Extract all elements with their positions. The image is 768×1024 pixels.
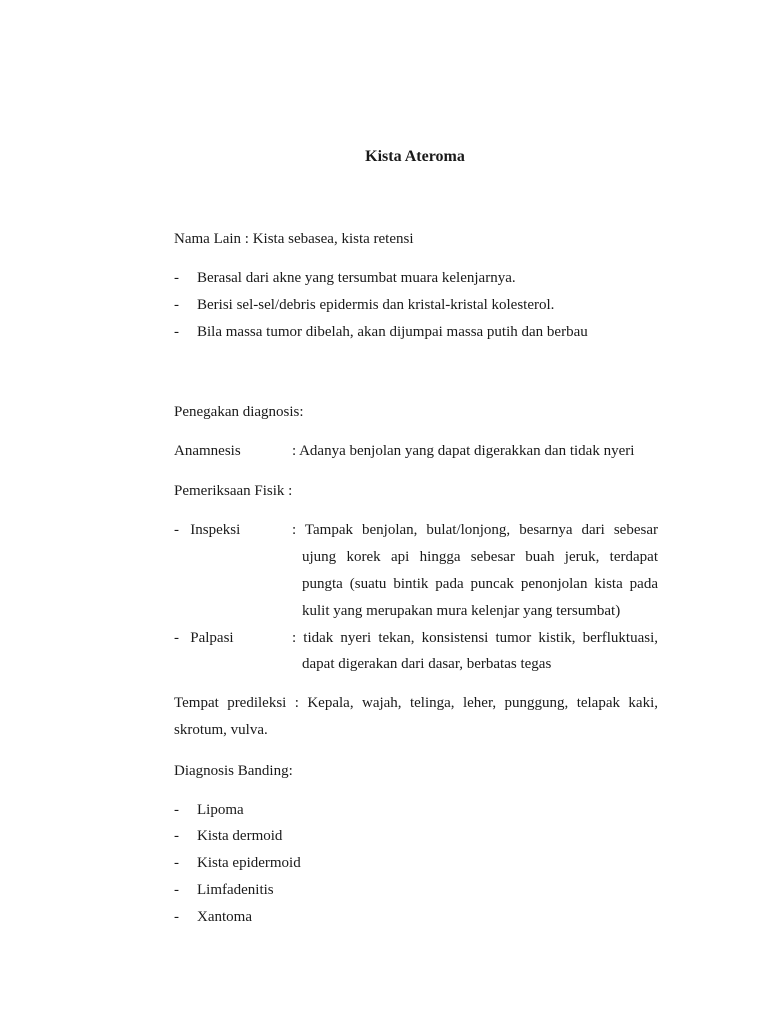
feature-bullet: -	[174, 270, 179, 286]
banding-item: Lipoma	[197, 802, 244, 818]
inspeksi-line: pungta (suatu bintik pada puncak penonjolan kista pada	[302, 576, 658, 592]
predileksi-line: Tempat predileksi : Kepala, wajah, telinga, leher, punggung, telapak kaki,	[174, 695, 658, 711]
inspeksi-line: : Tampak benjolan, bulat/lonjong, besarnya dari sebesar	[292, 522, 658, 538]
banding-bullet: -	[174, 855, 179, 871]
page-title: Kista Ateroma	[365, 148, 465, 165]
feature-bullet: -	[174, 297, 179, 313]
palpasi-line: : tidak nyeri tekan, konsistensi tumor kistik, berfluktuasi,	[292, 630, 658, 646]
feature-item: Bila massa tumor dibelah, akan dijumpai massa putih dan berbau	[197, 324, 588, 340]
banding-item: Kista dermoid	[197, 828, 283, 844]
banding-bullet: -	[174, 828, 179, 844]
anamnesis-value: : Adanya benjolan yang dapat digerakkan dan tidak nyeri	[292, 443, 635, 459]
banding-item: Xantoma	[197, 909, 252, 925]
inspeksi-label: - Inspeksi	[174, 522, 241, 538]
pemeriksaan-heading: Pemeriksaan Fisik :	[174, 483, 293, 499]
banding-item: Kista epidermoid	[197, 855, 301, 871]
banding-bullet: -	[174, 882, 179, 898]
palpasi-line: dapat digerakan dari dasar, berbatas tegas	[302, 656, 552, 672]
banding-bullet: -	[174, 802, 179, 818]
nama-lain: Nama Lain : Kista sebasea, kista retensi	[174, 231, 414, 247]
anamnesis-label: Anamnesis	[174, 443, 241, 459]
predileksi-line: skrotum, vulva.	[174, 722, 268, 738]
inspeksi-line: kulit yang merupakan mura kelenjar yang tersumbat)	[302, 603, 621, 619]
diagnosis-heading: Penegakan diagnosis:	[174, 404, 304, 420]
feature-item: Berisi sel-sel/debris epidermis dan kristal-kristal kolesterol.	[197, 297, 555, 313]
banding-heading: Diagnosis Banding:	[174, 763, 293, 779]
feature-item: Berasal dari akne yang tersumbat muara kelenjarnya.	[197, 270, 516, 286]
inspeksi-line: ujung korek api hingga sebesar buah jeruk, terdapat	[302, 549, 658, 565]
palpasi-label: - Palpasi	[174, 630, 234, 646]
feature-bullet: -	[174, 324, 179, 340]
banding-bullet: -	[174, 909, 179, 925]
banding-item: Limfadenitis	[197, 882, 274, 898]
